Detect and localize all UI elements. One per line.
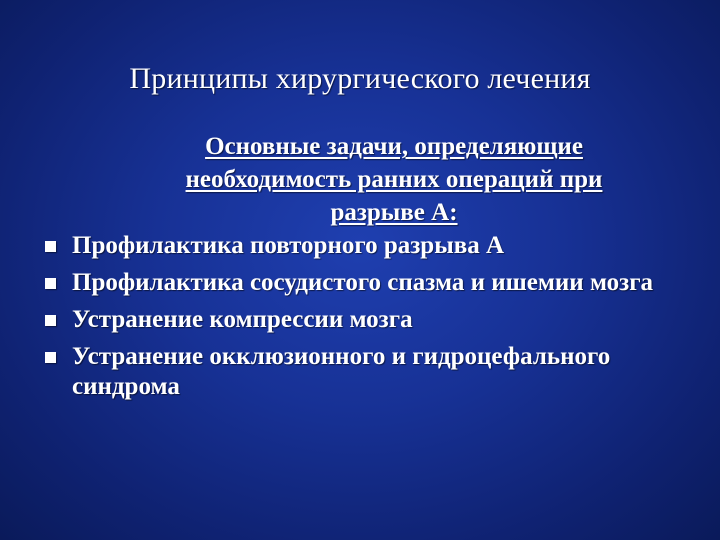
square-bullet-icon	[45, 278, 56, 289]
bullet-item	[45, 342, 685, 402]
bullet-item	[45, 268, 685, 298]
heading-line: Основные задачи, определяющие	[205, 133, 583, 160]
heading-line: необходимость ранних операций при	[185, 166, 603, 193]
slide-title: Принципы хирургического лечения	[129, 62, 591, 95]
bullet-item	[45, 305, 685, 335]
section-heading	[45, 130, 685, 229]
bullet-text: Профилактика сосудистого спазма и ишемии мозга	[72, 269, 654, 296]
bullet-text: Профилактика повторного разрыва А	[72, 232, 505, 259]
heading-line: разрыве А:	[330, 199, 458, 226]
bullet-text: Устранение компрессии мозга	[72, 306, 413, 333]
slide-content	[45, 130, 685, 402]
bullet-text: Устранение окклюзионного и гидроцефального синдрома	[72, 343, 611, 400]
square-bullet-icon	[45, 315, 56, 326]
square-bullet-icon	[45, 241, 56, 252]
bullet-list	[45, 231, 685, 402]
bullet-item	[45, 231, 685, 261]
square-bullet-icon	[45, 352, 56, 363]
